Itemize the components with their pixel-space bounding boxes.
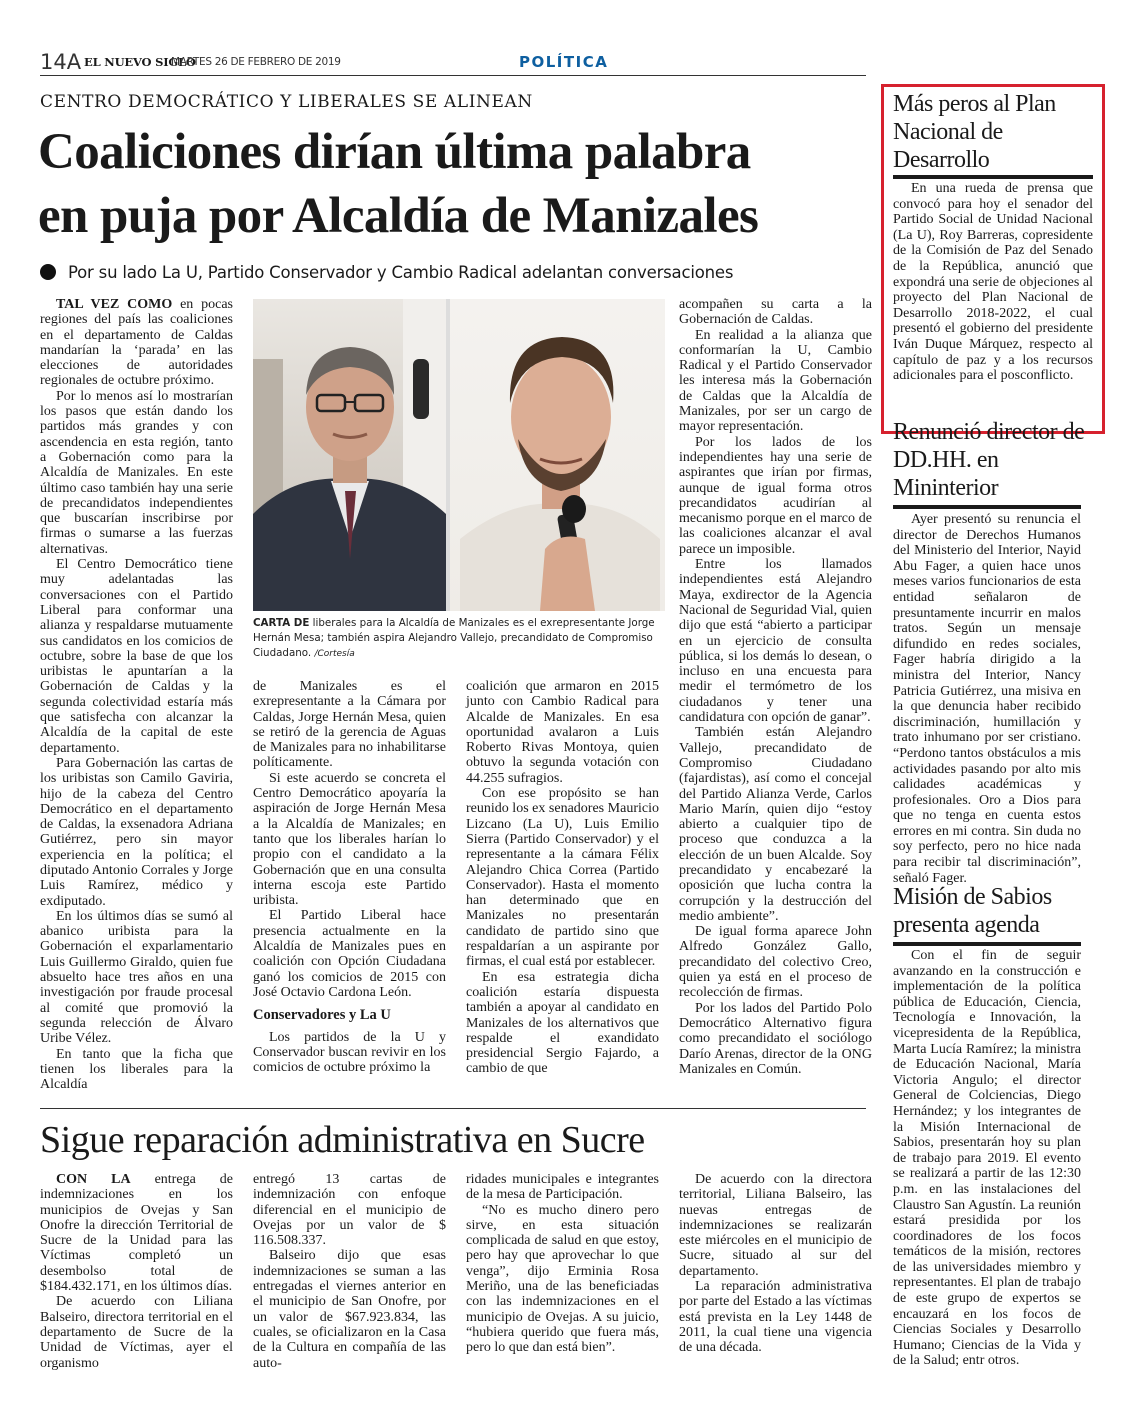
bottom-article-headline: Sigue reparación administrativa en Sucre — [40, 1119, 645, 1161]
paragraph: Por los lados del Partido Polo Democrático Alternativo figura como precandidato el sociólogo Darío Arenas, director de la ONG Manizales en Común. — [679, 1000, 872, 1077]
lead-in: CON LA — [56, 1172, 131, 1187]
paragraph-text: en pocas regiones del país las coaliciones en el departamento de Caldas mandarían la ‘parada’ en las elecciones de autoridades regionales de octubre próximo. — [40, 297, 233, 389]
paragraph: El Centro Democrático tiene muy adelantadas las conversaciones con el Partido Liberal para conformar una alianza y respaldarse mutuamente sus candidatos en los comicios de octubre, sobre la base de que los uribistas le apuntarían a la Gobernación de Caldas y la segunda colectividad estaría más que satisfecha con alcanzar la Alcaldía de la capital de este departamento. — [40, 557, 233, 756]
bottom-column-4 — [679, 1172, 872, 1356]
paragraph: En una rueda de prensa que convocó para hoy el senador del Partido Social de Unidad Nacional (La U), Roy Barreras, copresidente de la Comisión de Paz del Senado de la República, anunció que expondrá una serie de objeciones al proyecto del Plan Nacional de Desarrollo 2018-2022, el cual presentó el gobierno del presidente Iván Duque Márquez, respecto al capítulo de paz y a los recursos adicionales para el posconflicto. — [893, 181, 1093, 384]
bottom-column-1 — [40, 1172, 233, 1371]
paragraph: acompañen su carta a la Gobernación de Caldas. — [679, 297, 872, 328]
sidebar-story-2-rule — [893, 505, 1081, 509]
paragraph: Con el fin de seguir avanzando en la construcción e implementación de la política pública de Educación, Ciencia, Tecnología e Innovación, la vicepresidenta de la República, Marta Lucía Ramírez; la ministra de Educación Nacional, María Victoria Angulo; el director General de Colciencias, Diego Hernández; y los integrantes de la Misión Internacional de Sabios, presentarán hoy su plan de trabajo para 2019. El evento se realizará a partir de las 12:30 p.m. en las instalaciones del Claustro San Agustín. La reunión estará presidida por los coordinadores de los focos temáticos de la misión, rectores de las universidades miembro y representantes. El plan de trabajo de este grupo de expertos se encauzará en los focos de Ciencias Sociales y Desarrollo Humano; Ciencias de la Vida y de la Salud; entr otros. — [893, 948, 1081, 1369]
caption-lead: CARTA DE — [253, 617, 310, 629]
sidebar-story-3-body — [893, 948, 1081, 1369]
sidebar-story-2-title: Renunció director de DD.HH. en Mininterior — [893, 419, 1085, 501]
paragraph: de Manizales es el exrepresentante a la Cámara por Caldas, Jorge Hernán Mesa, quien se retiró de la gerencia de Aguas de Manizales para no inhabilitarse políticamente. — [253, 679, 446, 771]
sidebar-story-1-body — [893, 181, 1093, 384]
paragraph: Balseiro dijo que esas indemnizaciones se suman a las entregadas el viernes anterior en el municipio de San Onofre, por un valor de $67.923.834, las cuales, se oficializaron en la Casa de la Cultura en compañía de las auto- — [253, 1248, 446, 1371]
paragraph: “No es mucho dinero pero sirve, en esta situación complicada de salud en que estoy, pero hay que aprovechar lo que venga”, dijo Erminia Rosa Meriño, una de las beneficiadas con las indemnizaciones en el municipio de Ovejas. A su juicio, “hubiera querido que fuera más, pero lo que dan está bien”. — [466, 1202, 659, 1356]
sidebar-story-1-rule — [893, 175, 1093, 179]
paragraph: Los partidos de la U y Conservador buscan revivir en los comicios de octubre próximo la — [253, 1029, 446, 1076]
paragraph: Si este acuerdo se concreta el Centro Democrático apoyaría la aspiración de Jorge Hernán Mesa a la Alcaldía de Manizales; en tanto que los liberales harían lo propio con el candidato a la Gobernación que en una consulta interna escoja este Partido uribista. — [253, 770, 446, 909]
article-column-3 — [466, 679, 659, 1077]
paragraph: De igual forma aparece John Alfredo González Gallo, precandidato del colectivo Creo, quien ya está en el proceso de recolección de firmas. — [679, 924, 872, 1001]
sidebar-story-3-rule — [893, 942, 1081, 946]
photo-jorge-hernan-mesa — [253, 299, 446, 611]
article-column-4 — [679, 297, 872, 1077]
bottom-article-rule — [40, 1108, 866, 1109]
paragraph: En los últimos días se sumó al abanico uribista para la Gobernación el exparlamentario Luis Guillermo Giraldo, quien fue absuelto hace tres años en una investigación por fraude procesal al comité que promovió la segunda relección de Álvaro Uribe Vélez. — [40, 908, 233, 1047]
sidebar-story-2-body — [893, 512, 1081, 886]
paragraph: Ayer presentó su renuncia el director de Derechos Humanos del Ministerio del Interior, Nayid Abu Fager, a quien hace unos meses varios funcionarios de esta entidad señalaron de presuntamente incurrir en malos tratos. Según un mensaje difundido en redes sociales, Fager habría dirigido a la ministra del Interior, Nancy Patricia Gutiérrez, una misiva en la que denuncia haber recibido discriminación, humillación y trato inhumano por ser cristiano. “Perdono tantos obstáculos a mis actividades pasando por alto mis calidades académicas y profesionales. Oro a Dios para que no tenga en cuenta estos errores en mi contra. Sin duda no soy perfecto, pero no hice nada para recibir tal discriminación”, señaló Fager. — [893, 512, 1081, 886]
lead-in: TAL VEZ COMO — [56, 297, 173, 312]
photo-credit: /Cortesía — [314, 649, 355, 659]
paragraph: En esa estrategia dicha coalición estaría dispuesta también a apoyar al candidato en Manizales de los alternativos que respalde el exandidato presidencial Sergio Fajardo, a cambio de que — [466, 969, 659, 1077]
headline-line-1: Coaliciones dirían última palabra — [38, 124, 751, 180]
article-subtitle — [40, 263, 870, 282]
paragraph: En tanto que la ficha que tienen los liberales para la Alcaldía — [40, 1046, 233, 1093]
bottom-column-2 — [253, 1172, 446, 1371]
paragraph: Por los lados de los independientes hay una serie de aspirantes que irían por firmas, aunque de igual forma otros precandidatos acudirían al mecanismo porque en el marco de las coaliciones alcanzar el aval parece un imposible. — [679, 434, 872, 557]
paragraph: ridades municipales e integrantes de la mesa de Participación. — [466, 1172, 659, 1203]
paragraph: coalición que armaron en 2015 junto con Cambio Radical para Alcalde de Manizales. En esa oportunidad avalaron a Luis Roberto Rivas Montoya, quien obtuvo la segunda votación con 44.255 sufragios. — [466, 679, 659, 786]
bottom-column-3 — [466, 1172, 659, 1356]
paragraph: De acuerdo con Liliana Balseiro, directora territorial en el departamento de Sucre de la Unidad de Víctimas, ayer el organismo — [40, 1294, 233, 1371]
article-column-1 — [40, 297, 233, 1092]
paragraph: De acuerdo con la directora territorial, Liliana Balseiro, las nuevas entregas de indemnizaciones se realizarán este miércoles en el municipio de Sucre, situado al sur del departamento. — [679, 1172, 872, 1279]
paragraph: Para Gobernación las cartas de los uribistas son Camilo Gaviria, hijo de la cabeza del Centro Democrático en el departamento de Caldas, la exsenadora Adriana Gutiérrez, pero sin mayor experiencia en la política; el diputado Antonio Corrales y Jorge Luis Ramírez, médico y exdiputado. — [40, 755, 233, 909]
article-headline — [38, 120, 868, 248]
newspaper-name: EL NUEVO SIGLO — [84, 55, 196, 69]
paragraph: Con ese propósito se han reunido los ex senadores Mauricio Lizcano (La U), Luis Emilio Sierra (Partido Conservador) y el representante a la cámara Félix Alejandro Chica Correa (Partido Conservador). Hasta el momento han determinado que en Manizales no presentarán candidato de partido sino que respaldarían a un aspirante por firmas, el cual está por establecer. — [466, 786, 659, 970]
subtitle-text: Por su lado La U, Partido Conservador y Cambio Radical adelantan conversaciones — [68, 263, 734, 282]
article-kicker: CENTRO DEMOCRÁTICO Y LIBERALES SE ALINEAN — [40, 92, 533, 112]
photo-caption — [253, 616, 665, 662]
article-photo — [253, 299, 665, 611]
paragraph: El Partido Liberal hace presencia actualmente en la Alcaldía de Manizales pues en coalición con Opción Ciudadana ganó los comicios de 2015 con José Octavio Cardona León. — [253, 908, 446, 1000]
bullet-icon — [40, 264, 56, 280]
portrait-right-illustration — [450, 299, 665, 611]
header-rule — [40, 75, 866, 76]
paragraph: La reparación administrativa por parte del Estado a las víctimas está prevista en la Ley 1448 de 2011, la cual tiene una vigencia de una década. — [679, 1279, 872, 1356]
paragraph: Por lo menos así lo mostrarían los pasos que están dando los partidos más grandes y con ascendencia en esta región, tanto a Gobernación como para la Alcaldía de Manizales. En este último caso también hay una serie de precandidatos independientes que buscarían inscribirse por firmas o sumarse a las fuerzas alternativas. — [40, 388, 233, 557]
paragraph: Entre los llamados independientes está Alejandro Maya, exdirector de la Agencia Nacional de Seguridad Vial, quien dijo que está “abierto a participar en un ejercicio de consulta pública, si los demás lo desean, o incluso en una encuesta para medir el termómetro de los ciudadanos y tener una candidatura con opción de ganar”. — [679, 557, 872, 726]
portrait-left-illustration — [253, 299, 446, 611]
paragraph: En realidad a la alianza que conformarían la U, Cambio Radical y el Partido Conservador les interesa más la Gobernación de Caldas que la Alcaldía de Manizales, por ser un cargo de mayor representación. — [679, 327, 872, 435]
paragraph: entregó 13 cartas de indemnización con enfoque diferencial en el municipio de Ovejas por un valor de $ 116.508.337. — [253, 1172, 446, 1249]
issue-date: MARTES 26 DE FEBRERO DE 2019 — [171, 56, 341, 68]
subhead-conservadores: Conservadores y La U — [253, 1007, 391, 1024]
paragraph — [40, 297, 233, 389]
paragraph-text: entrega de indemnizaciones en los municipios de Ovejas y San Onofre la dirección Territorial de Sucre de la Unidad para las Víctimas completó un desembolso total de $184.432.171, en los últimos días. — [40, 1172, 233, 1295]
page-number: 14A — [40, 50, 82, 74]
article-column-2 — [253, 679, 446, 1075]
paragraph — [40, 1172, 233, 1294]
headline-line-2: en puja por Alcaldía de Manizales — [38, 188, 759, 244]
sidebar-story-1-title: Más peros al Plan Nacional de Desarrollo — [893, 91, 1056, 173]
sidebar-story-3-title: Misión de Sabios presenta agenda — [893, 884, 1052, 938]
section-name: POLÍTICA — [519, 53, 609, 71]
paragraph: También están Alejandro Vallejo, precandidato de Compromiso Ciudadano (fajardistas), así como el concejal del Partido Alianza Verde, Carlos Mario Marín, quien dijo “estoy abierto a cualquier tipo de proceso que conduzca a la elección de un buen Alcalde. Soy precandidato y encabezaré la oposición que lucha contra la corrupción y la destrucción del medio ambiente”. — [679, 725, 872, 924]
caption-text: liberales para la Alcaldía de Manizales es el exrepresentante Jorge Hernán Mesa; también aspira Alejandro Vallejo, precandidato de Compromiso Ciudadano. — [253, 617, 655, 659]
photo-alejandro-vallejo — [450, 299, 665, 611]
